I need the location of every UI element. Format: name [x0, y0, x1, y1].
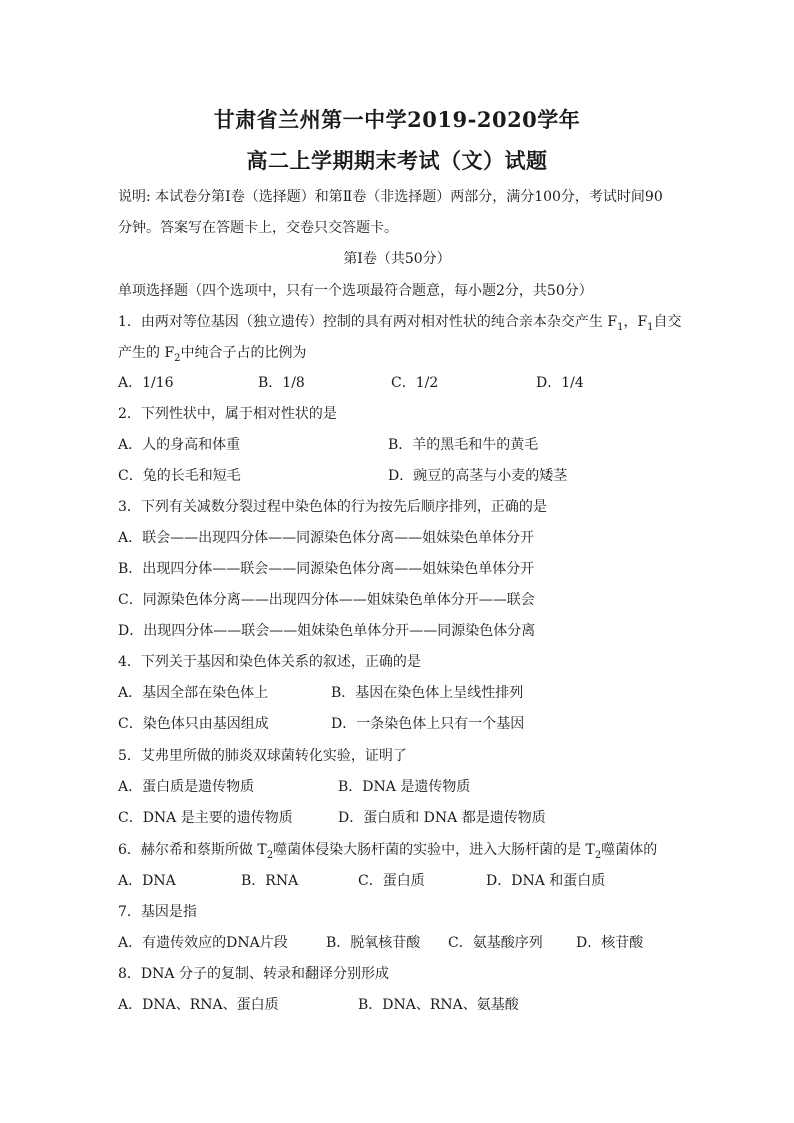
option: A．有遗传效应的DNA片段 — [118, 935, 288, 951]
option: C．兔的长毛和短毛 — [118, 468, 241, 484]
option: D．一条染色体上只有一个基因 — [331, 716, 525, 732]
section-heading: 第Ⅰ卷（共50分） — [343, 251, 451, 267]
option: D．DNA 和蛋白质 — [486, 873, 606, 889]
question-6-options — [118, 871, 718, 891]
question-5-stem: 5．艾弗里所做的肺炎双球菌转化实验，证明了 — [118, 748, 407, 764]
option: B．DNA 是遗传物质 — [338, 779, 471, 795]
option: B．RNA — [241, 873, 299, 889]
option: A．基因全部在染色体上 — [118, 685, 269, 701]
option: C．染色体只由基因组成 — [118, 716, 269, 732]
exam-title-line2: 高二上学期期末考试（文）试题 — [246, 148, 548, 173]
question-1-stem-cont: 产生的 $F_2$中纯合子占的比例为 — [118, 345, 307, 364]
option: D．1/4 — [536, 375, 584, 391]
section-intro: 单项选择题（四个选项中，只有一个选项最符合题意，每小题2分，共50分） — [118, 283, 593, 299]
question-8-stem: 8．DNA 分子的复制、转录和翻译分别形成 — [118, 966, 389, 982]
option: B．DNA、RNA、氨基酸 — [358, 997, 519, 1013]
question-2-options-row1 — [118, 435, 718, 455]
option: B．羊的黑毛和牛的黄毛 — [388, 437, 539, 453]
option: B．基因在染色体上呈线性排列 — [331, 685, 524, 701]
question-6-stem: 6．赫尔希和蔡斯所做 $T_2$噬菌体侵染大肠杆菌的实验中，进入大肠杆菌的是 $T_2$噬菌体的 — [118, 842, 658, 861]
question-3-stem: 3．下列有关减数分裂过程中染色体的行为按先后顺序排列，正确的是 — [118, 499, 547, 515]
option: A．DNA、RNA、蛋白质 — [118, 997, 279, 1013]
option: D．核苷酸 — [576, 935, 644, 951]
option: B．脱氧核苷酸 — [326, 935, 421, 951]
question-4-options-row2 — [118, 714, 718, 734]
question-1-stem: 1．由两对等位基因（独立遗传）控制的具有两对相对性状的纯合亲本杂交产生 $F_1$，$F_1$自交 — [118, 314, 682, 333]
option: B．1/8 — [258, 375, 305, 391]
question-3-option-a: A．联会——出现四分体——同源染色体分离——姐妹染色单体分开 — [118, 530, 535, 546]
question-8-options-row1 — [118, 995, 718, 1015]
option: A．蛋白质是遗传物质 — [118, 779, 255, 795]
question-4-options-row1 — [118, 683, 718, 703]
option: C．DNA 是主要的遗传物质 — [118, 810, 293, 826]
option: A．DNA — [118, 873, 176, 889]
option: C．1/2 — [391, 375, 439, 391]
question-3-option-c: C．同源染色体分离——出现四分体——姐妹染色单体分开——联会 — [118, 592, 535, 608]
question-5-options-row1 — [118, 777, 718, 797]
question-2-stem: 2．下列性状中，属于相对性状的是 — [118, 406, 337, 422]
instructions-line1: 说明: 本试卷分第Ⅰ卷（选择题）和第Ⅱ卷（非选择题）两部分，满分100分，考试时间90 — [118, 189, 663, 205]
option: D．蛋白质和 DNA 都是遗传物质 — [338, 810, 546, 826]
question-5-options-row2 — [118, 808, 718, 828]
option: C．蛋白质 — [358, 873, 425, 889]
option: D．豌豆的高茎与小麦的矮茎 — [388, 468, 568, 484]
question-3-option-d: D．出现四分体——联会——姐妹染色单体分开——同源染色体分离 — [118, 623, 536, 639]
question-3-option-b: B．出现四分体——联会——同源染色体分离——姐妹染色单体分开 — [118, 561, 535, 577]
question-7-stem: 7．基因是指 — [118, 904, 197, 920]
question-7-options — [118, 933, 718, 953]
question-1-options — [118, 373, 718, 393]
question-4-stem: 4．下列关于基因和染色体关系的叙述，正确的是 — [118, 654, 421, 670]
option: A．1/16 — [118, 375, 174, 391]
question-2-options-row2 — [118, 466, 718, 486]
option: A．人的身高和体重 — [118, 437, 241, 453]
option: C．氨基酸序列 — [448, 935, 543, 951]
exam-title-line1: 甘肃省兰州第一中学2019-2020学年 — [213, 107, 581, 132]
instructions-line2: 分钟。答案写在答题卡上，交卷只交答题卡。 — [118, 220, 398, 236]
